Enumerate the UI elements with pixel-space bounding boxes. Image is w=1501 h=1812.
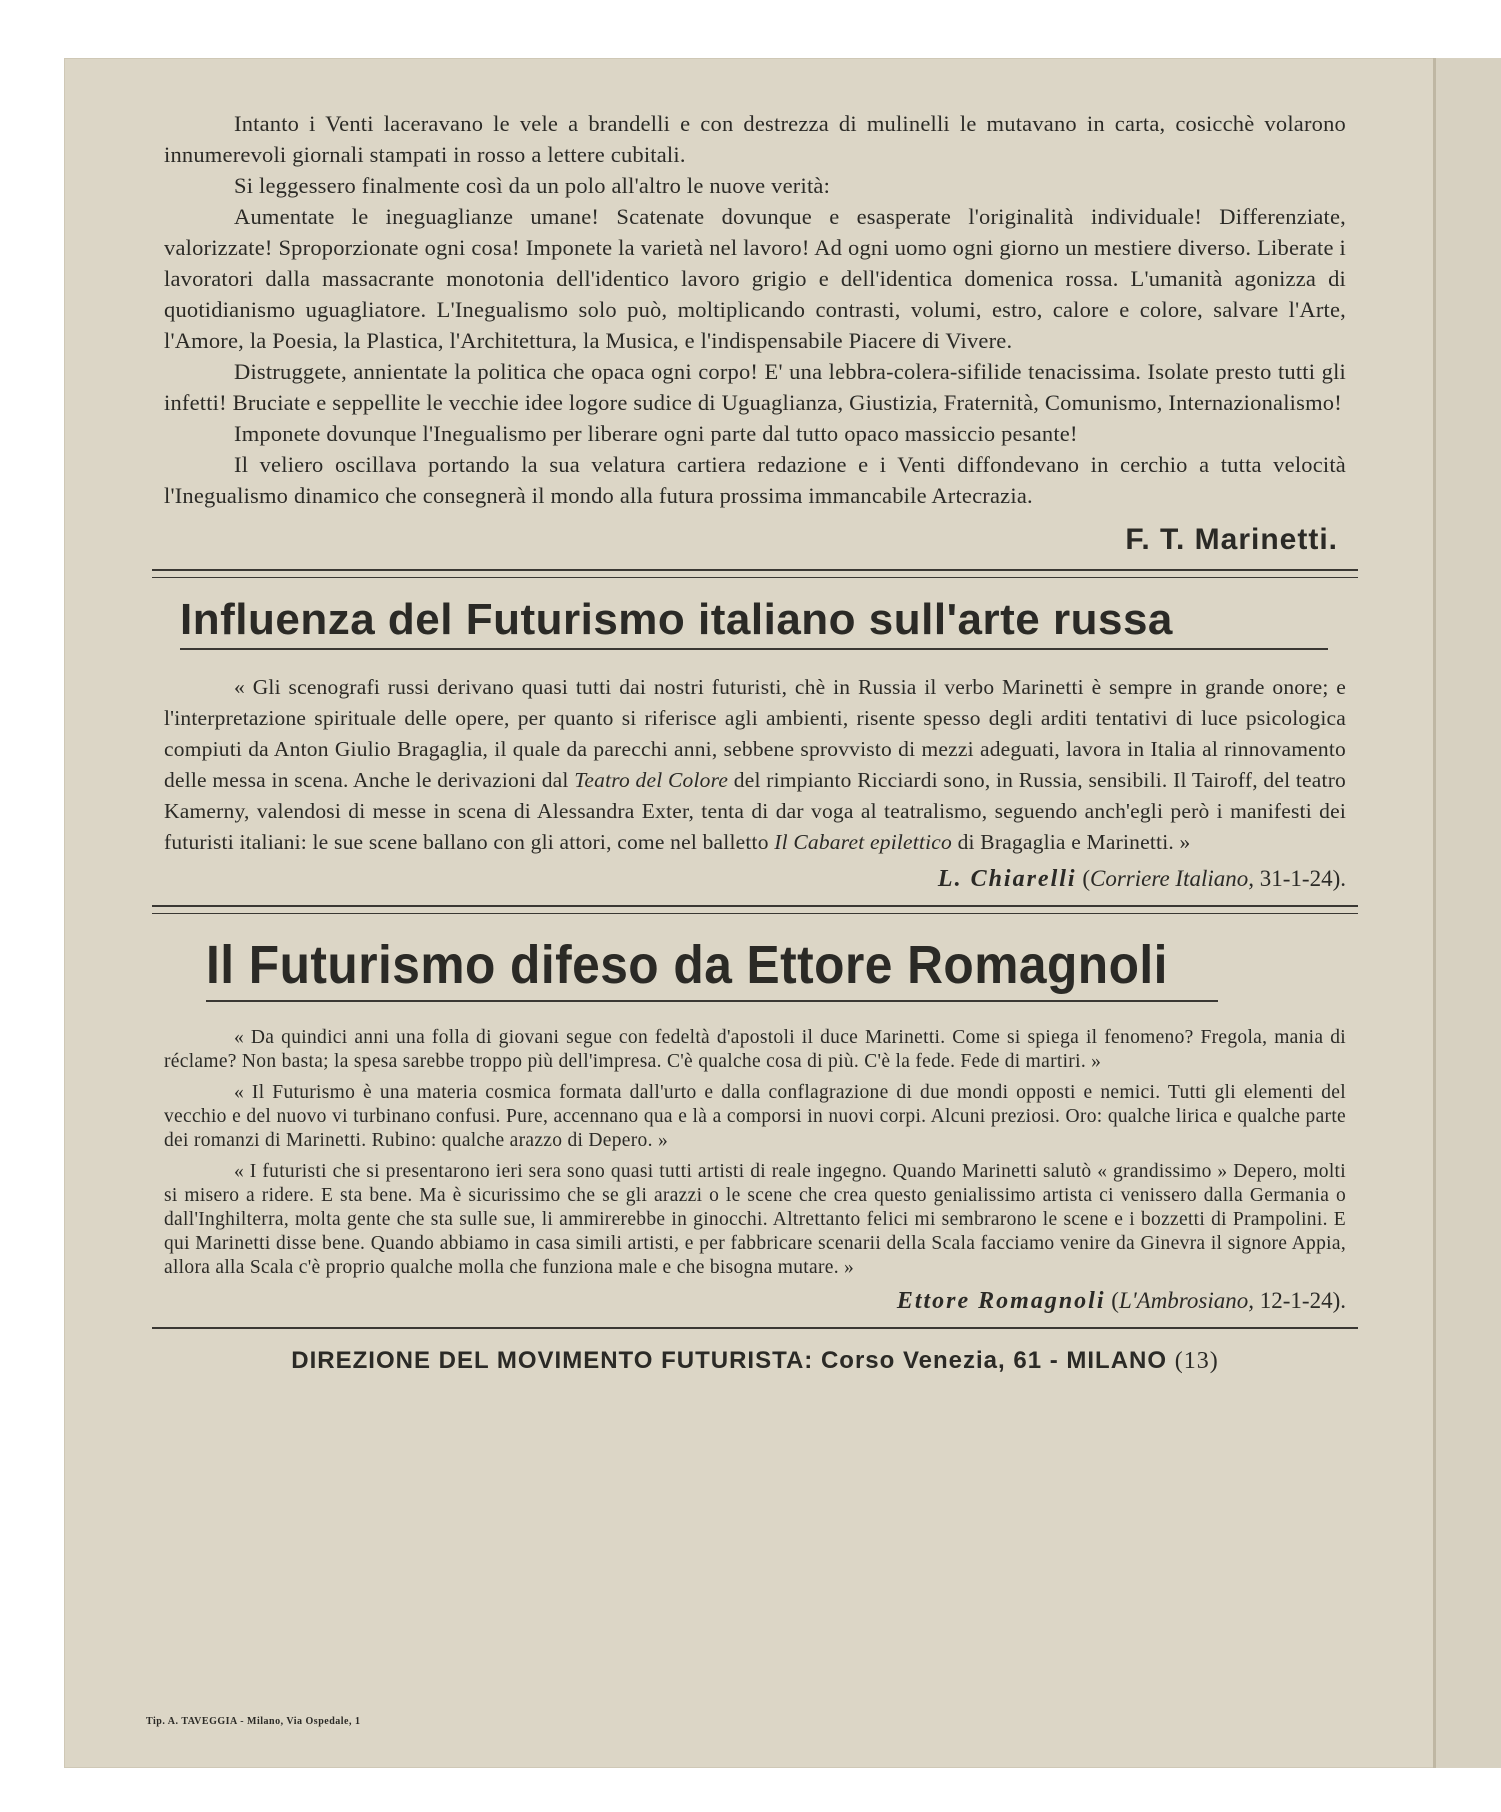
heading-romagnoli: Il Futurismo difeso da Ettore Romagnoli <box>206 930 1218 1002</box>
footer-address <box>164 1347 1346 1375</box>
adjacent-page-edge <box>1436 58 1501 1768</box>
paragraph: Si leggessero finalmente così da un polo all'altro le nuove verità: <box>234 173 831 198</box>
quote-italic-title: Teatro del Colore <box>574 768 729 792</box>
quote-text: di Bragaglia e Marinetti. » <box>952 830 1191 854</box>
quote-paragraph <box>164 672 1346 858</box>
document-body <box>164 108 1346 1375</box>
section-romagnoli-quotes <box>164 1026 1346 1315</box>
paragraph: Distruggete, annientate la politica che opaca ogni corpo! E' una lebbra-colera-sifilide tenacissima. Isolate presto tutti gli infetti! Bruciate e seppellite le vecchie idee logore sudice di Uguaglianza, Giustizia, Fraternità, Comunismo, Internazionalismo! <box>164 359 1346 415</box>
section-chiarelli-quote <box>164 672 1346 893</box>
citation-romagnoli: Ettore Romagnoli (L'Ambrosiano, 12-1-24). <box>896 1288 1346 1314</box>
paragraph: Il veliero oscillava portando la sua velatura cartiera redazione e i Venti diffondevano in cerchio a tutta velocità l'Inegualismo dinamico che consegnerà il mondo alla futura prossima immancabile Artecrazia. <box>164 452 1346 508</box>
citation-source: L'Ambrosiano, <box>1118 1288 1254 1313</box>
page-number: (13) <box>1174 1348 1219 1374</box>
footer-rule <box>152 1327 1358 1329</box>
quote-text: del rimpianto Ricciardi sono, in Russia, sensibili. Il Tairoff, del teatro Kamerny, valendosi di messe in scena di Alessandra Exter, tenta di dar voga al teatralismo, seguendo anch'egli però i manifesti dei futuristi italiani: le sue scene ballano con gli attori, come nel balletto <box>164 768 1347 854</box>
quote-text: « Gli scenografi russi derivano quasi tutti dai nostri futuristi, chè in Russia il verbo Marinetti è sempre in grande onore; e l'interpretazione spirituale delle opere, per quanto si riferisce agli ambienti, risente spesso degli arditi tentativi di luce psicologica compiuti da Anton Giulio Bragaglia, il quale da parecchi anni, sebbene sprovvisto di mezzi adeguati, lavora in Italia al rinnovamento delle messa in scena. Anche le derivazioni dal <box>164 675 1346 792</box>
citation-date: 31-1-24 <box>1259 866 1333 891</box>
citation-author: Ettore Romagnoli <box>896 1288 1106 1314</box>
citation-source: Corriere Italiano, <box>1090 866 1254 891</box>
citation-author: L. Chiarelli <box>937 866 1077 892</box>
paragraph: Aumentate le ineguaglianze umane! Scatenate dovunque e esasperate l'originalità individuale! Differenziate, valorizzate! Sproporzionate ogni cosa! Imponete la varietà nel lavoro! Ad ogni uomo ogni giorno un mestiere diverso. Liberate i lavoratori dalla massacrante monotonia dell'identico lavoro grigio e dell'identica domenica rossa. L'umanità agonizza di quotidianismo uguagliatore. L'Inegualismo solo può, moltiplicando contrasti, volumi, estro, calore e colore, salvare l'Arte, l'Amore, la Poesia, la Plastica, l'Architettura, la Musica, e l'indispensabile Piacere di Vivere. <box>164 204 1346 353</box>
footer-text: DIREZIONE DEL MOVIMENTO FUTURISTA: Corso Venezia, 61 - MILANO <box>291 1347 1168 1374</box>
quote-paragraph: « Da quindici anni una folla di giovani segue con fedeltà d'apostoli il duce Marinetti. Come si spiega il fenomeno? Fregola, mania di réclame? Non basta; la spesa sarebbe troppo più dell'impresa. C'è qualche cosa di più. C'è la fede. Fede di martiri. » <box>164 1027 1346 1072</box>
printer-imprint: Tip. A. TAVEGGIA - Milano, Via Ospedale, 1 <box>146 1716 361 1727</box>
citation-chiarelli: L. Chiarelli (Corriere Italiano, 31-1-24). <box>937 866 1346 892</box>
double-rule-divider <box>152 905 1358 914</box>
heading-influenza: Influenza del Futurismo italiano sull'arte russa <box>180 592 1328 650</box>
quote-paragraph: « Il Futurismo è una materia cosmica formata dall'urto e dalla conflagrazione di due mondi opposti e nemici. Tutti gli elementi del vecchio e del nuovo vi turbinano confusi. Pure, accennano qua e là a comporsi in nuovi corpi. Alcuni preziosi. Oro: qualche lirica e qualche parte dei romanzi di Marinetti. Rubino: qualche arazzo di Depero. » <box>164 1082 1346 1151</box>
signature-marinetti: F. T. Marinetti. <box>1125 523 1338 556</box>
paragraph: Intanto i Venti laceravano le vele a brandelli e con destrezza di mulinelli le mutavano in carta, cosicchè volarono innumerevoli giornali stampati in rosso a lettere cubitali. <box>164 111 1346 167</box>
citation-date: 12-1-24 <box>1259 1288 1333 1313</box>
section-marinetti-manifesto <box>164 108 1346 557</box>
quote-paragraph: « I futuristi che si presentarono ieri sera sono quasi tutti artisti di reale ingegno. Quando Marinetti salutò « grandissimo » Depero, molti si misero a ridere. E sta bene. Ma è sicurissimo che se gli arazzi o le scene che crea questo genialissimo artista ci venissero dalla Germania o dall'Inghilterra, molta gente che sta sulle sue, li ammirerebbe in ginocchi. Altrettanto felici mi sembrarono le scene e i bozzetti di Prampolini. E qui Marinetti disse bene. Quando abbiamo in casa simili artisti, e per fabbricare scenarii della Scala facciamo venire da Ginevra il signore Appia, allora alla Scala c'è proprio qualche molla che funziona male e che bisogna mutare. » <box>164 1161 1346 1278</box>
paragraph: Imponete dovunque l'Inegualismo per liberare ogni parte dal tutto opaco massiccio pesante! <box>234 421 1078 446</box>
quote-italic-title: Il Cabaret epilettico <box>774 830 953 854</box>
double-rule-divider <box>152 569 1358 578</box>
